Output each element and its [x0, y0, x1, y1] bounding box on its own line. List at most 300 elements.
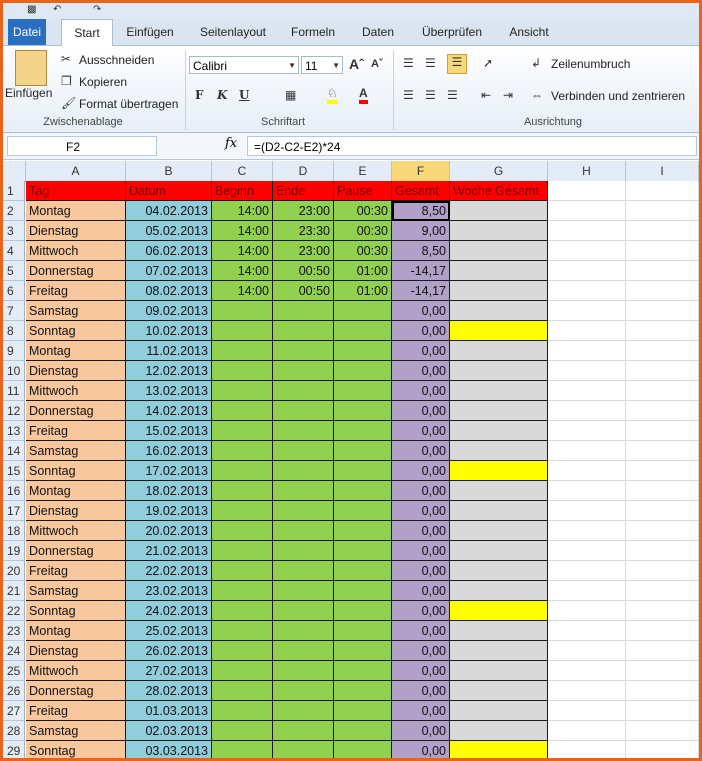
- cell-beginn[interactable]: [212, 681, 273, 701]
- cell-woche[interactable]: [450, 461, 548, 481]
- cell-gesamt[interactable]: 0,00: [392, 361, 450, 381]
- cell-pause[interactable]: [334, 341, 392, 361]
- cell-tag[interactable]: Donnerstag: [26, 401, 126, 421]
- save-icon[interactable]: ▩: [27, 4, 37, 15]
- row-header[interactable]: 1: [3, 181, 25, 201]
- cell-pause[interactable]: 00:30: [334, 201, 392, 221]
- cell-gesamt[interactable]: 0,00: [392, 421, 450, 441]
- cell-pause[interactable]: [334, 381, 392, 401]
- cell-gesamt[interactable]: 0,00: [392, 561, 450, 581]
- cell-tag[interactable]: Sonntag: [26, 741, 126, 761]
- fill-color-icon[interactable]: ♘: [327, 86, 338, 104]
- cell-woche[interactable]: [450, 441, 548, 461]
- cell-ende[interactable]: [273, 441, 334, 461]
- cell-ende[interactable]: [273, 601, 334, 621]
- empty-cell[interactable]: [626, 641, 699, 661]
- cell-datum[interactable]: 05.02.2013: [126, 221, 212, 241]
- cell-header-tag[interactable]: Tag: [26, 181, 126, 201]
- column-header-a[interactable]: A: [26, 161, 126, 181]
- cell-pause[interactable]: [334, 681, 392, 701]
- cell-header-gesamt[interactable]: Gesamt: [392, 181, 450, 201]
- empty-cell[interactable]: [548, 701, 626, 721]
- tab-start[interactable]: Start: [61, 19, 113, 46]
- cell-ende[interactable]: [273, 541, 334, 561]
- cell-gesamt[interactable]: -14,17: [392, 281, 450, 301]
- row-header[interactable]: 17: [3, 501, 25, 521]
- cell-ende[interactable]: [273, 621, 334, 641]
- cell-woche[interactable]: [450, 561, 548, 581]
- cell-woche[interactable]: [450, 541, 548, 561]
- cell-datum[interactable]: 10.02.2013: [126, 321, 212, 341]
- cell-gesamt[interactable]: 8,50: [392, 241, 450, 261]
- cell-ende[interactable]: [273, 721, 334, 741]
- empty-cell[interactable]: [548, 221, 626, 241]
- empty-cell[interactable]: [548, 521, 626, 541]
- cell-datum[interactable]: 18.02.2013: [126, 481, 212, 501]
- cell-beginn[interactable]: [212, 461, 273, 481]
- cell-gesamt[interactable]: 0,00: [392, 721, 450, 741]
- row-header[interactable]: 2: [3, 201, 25, 221]
- cell-datum[interactable]: 23.02.2013: [126, 581, 212, 601]
- cell-pause[interactable]: [334, 641, 392, 661]
- column-header-e[interactable]: E: [334, 161, 392, 181]
- cell-woche[interactable]: [450, 621, 548, 641]
- empty-cell[interactable]: [548, 641, 626, 661]
- row-header[interactable]: 9: [3, 341, 25, 361]
- cell-woche[interactable]: [450, 601, 548, 621]
- cut-button[interactable]: Ausschneiden: [79, 53, 155, 67]
- cell-pause[interactable]: [334, 421, 392, 441]
- cell-datum[interactable]: 17.02.2013: [126, 461, 212, 481]
- cell-ende[interactable]: [273, 301, 334, 321]
- cell-tag[interactable]: Freitag: [26, 561, 126, 581]
- align-center-icon[interactable]: ☰: [425, 88, 436, 102]
- cell-beginn[interactable]: [212, 381, 273, 401]
- cell-datum[interactable]: 27.02.2013: [126, 661, 212, 681]
- cell-beginn[interactable]: [212, 301, 273, 321]
- cell-tag[interactable]: Donnerstag: [26, 541, 126, 561]
- empty-cell[interactable]: [626, 561, 699, 581]
- empty-cell[interactable]: [548, 541, 626, 561]
- cell-datum[interactable]: 14.02.2013: [126, 401, 212, 421]
- empty-cell[interactable]: [548, 501, 626, 521]
- row-header[interactable]: 28: [3, 721, 25, 741]
- cell-datum[interactable]: 15.02.2013: [126, 421, 212, 441]
- empty-cell[interactable]: [548, 341, 626, 361]
- column-header-h[interactable]: H: [548, 161, 626, 181]
- cell-pause[interactable]: 00:30: [334, 241, 392, 261]
- cell-tag[interactable]: Dienstag: [26, 361, 126, 381]
- cell-gesamt[interactable]: 0,00: [392, 741, 450, 761]
- empty-cell[interactable]: [548, 201, 626, 221]
- cell-pause[interactable]: 01:00: [334, 261, 392, 281]
- shrink-font-icon[interactable]: Aˇ: [371, 58, 383, 70]
- row-header[interactable]: 3: [3, 221, 25, 241]
- row-header[interactable]: 6: [3, 281, 25, 301]
- empty-cell[interactable]: [548, 441, 626, 461]
- row-header[interactable]: 24: [3, 641, 25, 661]
- row-header[interactable]: 19: [3, 541, 25, 561]
- cell-pause[interactable]: [334, 501, 392, 521]
- tab-daten[interactable]: Daten: [361, 25, 395, 39]
- column-header-b[interactable]: B: [126, 161, 212, 181]
- tab-formeln[interactable]: Formeln: [290, 25, 335, 39]
- cell-pause[interactable]: [334, 701, 392, 721]
- cell-tag[interactable]: Dienstag: [26, 641, 126, 661]
- paste-button[interactable]: Einfügen: [5, 86, 53, 100]
- cell-woche[interactable]: [450, 481, 548, 501]
- wrap-text-button[interactable]: Zeilenumbruch: [551, 57, 631, 71]
- cell-pause[interactable]: [334, 721, 392, 741]
- empty-cell[interactable]: [626, 581, 699, 601]
- paste-icon[interactable]: [15, 50, 47, 86]
- cell-header-woche-gesamt[interactable]: Woche Gesamt: [450, 181, 548, 201]
- empty-cell[interactable]: [548, 721, 626, 741]
- empty-cell[interactable]: [626, 421, 699, 441]
- empty-cell[interactable]: [548, 361, 626, 381]
- row-header[interactable]: 11: [3, 381, 25, 401]
- cell-gesamt[interactable]: -14,17: [392, 261, 450, 281]
- align-left-icon[interactable]: ☰: [403, 88, 414, 102]
- empty-cell[interactable]: [626, 201, 699, 221]
- cell-gesamt[interactable]: 0,00: [392, 481, 450, 501]
- row-header[interactable]: 5: [3, 261, 25, 281]
- cell-beginn[interactable]: 14:00: [212, 261, 273, 281]
- cell-tag[interactable]: Samstag: [26, 301, 126, 321]
- empty-cell[interactable]: [626, 261, 699, 281]
- empty-cell[interactable]: [548, 381, 626, 401]
- cell-pause[interactable]: [334, 461, 392, 481]
- empty-cell[interactable]: [626, 301, 699, 321]
- empty-cell[interactable]: [626, 321, 699, 341]
- cell-woche[interactable]: [450, 261, 548, 281]
- empty-cell[interactable]: [626, 221, 699, 241]
- empty-cell[interactable]: [548, 661, 626, 681]
- row-header[interactable]: 29: [3, 741, 25, 761]
- empty-cell[interactable]: [548, 561, 626, 581]
- cell-datum[interactable]: 25.02.2013: [126, 621, 212, 641]
- cell-gesamt[interactable]: 0,00: [392, 681, 450, 701]
- empty-cell[interactable]: [548, 281, 626, 301]
- cell-pause[interactable]: [334, 601, 392, 621]
- cell-gesamt[interactable]: 0,00: [392, 461, 450, 481]
- cell-beginn[interactable]: [212, 561, 273, 581]
- empty-cell[interactable]: [626, 741, 699, 761]
- empty-cell[interactable]: [548, 681, 626, 701]
- cell-beginn[interactable]: [212, 481, 273, 501]
- undo-icon[interactable]: ↶: [53, 4, 62, 15]
- row-header[interactable]: 25: [3, 661, 25, 681]
- cell-pause[interactable]: [334, 561, 392, 581]
- italic-button[interactable]: K: [217, 88, 228, 102]
- cell-datum[interactable]: 20.02.2013: [126, 521, 212, 541]
- cell-gesamt[interactable]: 0,00: [392, 601, 450, 621]
- cell-tag[interactable]: Dienstag: [26, 501, 126, 521]
- cell-pause[interactable]: 00:30: [334, 221, 392, 241]
- empty-cell[interactable]: [548, 321, 626, 341]
- row-header[interactable]: 20: [3, 561, 25, 581]
- cell-gesamt[interactable]: 0,00: [392, 381, 450, 401]
- cell-gesamt[interactable]: 0,00: [392, 301, 450, 321]
- empty-cell[interactable]: [548, 301, 626, 321]
- cell-datum[interactable]: 13.02.2013: [126, 381, 212, 401]
- redo-icon[interactable]: ↷: [93, 4, 102, 15]
- cell-tag[interactable]: Freitag: [26, 421, 126, 441]
- cell-datum[interactable]: 11.02.2013: [126, 341, 212, 361]
- cell-woche[interactable]: [450, 741, 548, 761]
- cell-tag[interactable]: Samstag: [26, 581, 126, 601]
- cell-tag[interactable]: Samstag: [26, 721, 126, 741]
- name-box[interactable]: F2: [7, 136, 157, 156]
- cell-header-pause[interactable]: Pause: [334, 181, 392, 201]
- empty-cell[interactable]: [626, 461, 699, 481]
- cell-ende[interactable]: [273, 421, 334, 441]
- empty-cell[interactable]: [548, 401, 626, 421]
- cell-datum[interactable]: 19.02.2013: [126, 501, 212, 521]
- row-header[interactable]: 12: [3, 401, 25, 421]
- tab-ansicht[interactable]: Ansicht: [509, 25, 549, 39]
- cell-beginn[interactable]: 14:00: [212, 241, 273, 261]
- empty-cell[interactable]: [548, 581, 626, 601]
- cell-woche[interactable]: [450, 421, 548, 441]
- cell-tag[interactable]: Montag: [26, 621, 126, 641]
- cell-datum[interactable]: 24.02.2013: [126, 601, 212, 621]
- cell-gesamt[interactable]: 0,00: [392, 661, 450, 681]
- cell-pause[interactable]: [334, 741, 392, 761]
- empty-cell[interactable]: [626, 381, 699, 401]
- cell-beginn[interactable]: 14:00: [212, 281, 273, 301]
- empty-cell[interactable]: [626, 621, 699, 641]
- cell-woche[interactable]: [450, 581, 548, 601]
- grow-font-icon[interactable]: Aˆ: [349, 56, 364, 72]
- cell-gesamt[interactable]: 0,00: [392, 641, 450, 661]
- merge-center-button[interactable]: Verbinden und zentrieren: [551, 89, 686, 103]
- orientation-icon[interactable]: ➚: [483, 56, 494, 70]
- cell-gesamt[interactable]: 9,00: [392, 221, 450, 241]
- empty-cell[interactable]: [626, 441, 699, 461]
- column-header-i[interactable]: I: [626, 161, 699, 181]
- cell-tag[interactable]: Mittwoch: [26, 661, 126, 681]
- row-header[interactable]: 26: [3, 681, 25, 701]
- cell-pause[interactable]: [334, 481, 392, 501]
- empty-cell[interactable]: [626, 341, 699, 361]
- column-header-f[interactable]: F: [392, 161, 450, 181]
- cell-ende[interactable]: [273, 381, 334, 401]
- empty-cell[interactable]: [626, 521, 699, 541]
- cell-ende[interactable]: [273, 461, 334, 481]
- cell-tag[interactable]: Sonntag: [26, 601, 126, 621]
- cell-pause[interactable]: [334, 661, 392, 681]
- cell-tag[interactable]: Donnerstag: [26, 681, 126, 701]
- empty-cell[interactable]: [548, 741, 626, 761]
- empty-cell[interactable]: [626, 481, 699, 501]
- tab-einfuegen[interactable]: Einfügen: [126, 25, 174, 39]
- cell-beginn[interactable]: [212, 401, 273, 421]
- cell-datum[interactable]: 07.02.2013: [126, 261, 212, 281]
- align-bottom-icon[interactable]: ☰: [447, 54, 467, 74]
- column-header-c[interactable]: C: [212, 161, 273, 181]
- cell-ende[interactable]: [273, 661, 334, 681]
- row-header[interactable]: 14: [3, 441, 25, 461]
- empty-cell[interactable]: [548, 241, 626, 261]
- cell-tag[interactable]: Donnerstag: [26, 261, 126, 281]
- decrease-indent-icon[interactable]: ⇤: [481, 88, 492, 102]
- cell-woche[interactable]: [450, 701, 548, 721]
- cell-ende[interactable]: 00:50: [273, 281, 334, 301]
- cell-datum[interactable]: 22.02.2013: [126, 561, 212, 581]
- cell-pause[interactable]: [334, 321, 392, 341]
- cell-woche[interactable]: [450, 361, 548, 381]
- empty-cell[interactable]: [626, 541, 699, 561]
- cell-beginn[interactable]: [212, 661, 273, 681]
- cell-woche[interactable]: [450, 681, 548, 701]
- cell-woche[interactable]: [450, 381, 548, 401]
- cell-beginn[interactable]: [212, 581, 273, 601]
- cell-pause[interactable]: [334, 521, 392, 541]
- cell-woche[interactable]: [450, 401, 548, 421]
- cell-datum[interactable]: 16.02.2013: [126, 441, 212, 461]
- cell-tag[interactable]: Montag: [26, 341, 126, 361]
- cell-woche[interactable]: [450, 241, 548, 261]
- empty-cell[interactable]: [548, 261, 626, 281]
- format-painter-button[interactable]: Format übertragen: [79, 97, 179, 111]
- cell-pause[interactable]: 01:00: [334, 281, 392, 301]
- cell-ende[interactable]: [273, 701, 334, 721]
- cell-pause[interactable]: [334, 441, 392, 461]
- cell-datum[interactable]: 26.02.2013: [126, 641, 212, 661]
- cell-woche[interactable]: [450, 521, 548, 541]
- empty-cell[interactable]: [626, 701, 699, 721]
- cell-ende[interactable]: 23:00: [273, 201, 334, 221]
- cell-beginn[interactable]: [212, 321, 273, 341]
- cell-pause[interactable]: [334, 621, 392, 641]
- row-header[interactable]: 21: [3, 581, 25, 601]
- empty-cell[interactable]: [548, 461, 626, 481]
- empty-cell[interactable]: [548, 481, 626, 501]
- cell-beginn[interactable]: [212, 641, 273, 661]
- cell-datum[interactable]: 12.02.2013: [126, 361, 212, 381]
- cell-pause[interactable]: [334, 301, 392, 321]
- cell-datum[interactable]: 09.02.2013: [126, 301, 212, 321]
- cell-tag[interactable]: Mittwoch: [26, 381, 126, 401]
- empty-cell[interactable]: [548, 621, 626, 641]
- cell-woche[interactable]: [450, 661, 548, 681]
- row-header[interactable]: 15: [3, 461, 25, 481]
- borders-icon[interactable]: ▦: [285, 88, 297, 102]
- empty-cell[interactable]: [626, 361, 699, 381]
- cell-pause[interactable]: [334, 361, 392, 381]
- cell-beginn[interactable]: 14:00: [212, 221, 273, 241]
- row-header[interactable]: 10: [3, 361, 25, 381]
- cell-tag[interactable]: Montag: [26, 481, 126, 501]
- cell-ende[interactable]: [273, 401, 334, 421]
- row-header[interactable]: 18: [3, 521, 25, 541]
- cell-ende[interactable]: 00:50: [273, 261, 334, 281]
- font-color-button[interactable]: A: [359, 86, 368, 104]
- font-name-select[interactable]: [189, 56, 299, 74]
- cell-tag[interactable]: Mittwoch: [26, 241, 126, 261]
- column-header-g[interactable]: G: [450, 161, 548, 181]
- row-header[interactable]: 16: [3, 481, 25, 501]
- cell-beginn[interactable]: [212, 441, 273, 461]
- align-right-icon[interactable]: ☰: [447, 88, 458, 102]
- cell-datum[interactable]: 04.02.2013: [126, 201, 212, 221]
- cell-woche[interactable]: [450, 501, 548, 521]
- cell-datum[interactable]: 28.02.2013: [126, 681, 212, 701]
- cell-ende[interactable]: [273, 681, 334, 701]
- cell-woche[interactable]: [450, 641, 548, 661]
- cell-ende[interactable]: [273, 561, 334, 581]
- empty-cell[interactable]: [548, 421, 626, 441]
- cell-gesamt[interactable]: 0,00: [392, 541, 450, 561]
- bold-button[interactable]: F: [195, 88, 204, 102]
- cell-woche[interactable]: [450, 201, 548, 221]
- formula-input[interactable]: =(D2-C2-E2)*24: [247, 136, 697, 156]
- increase-indent-icon[interactable]: ⇥: [503, 88, 514, 102]
- cell-datum[interactable]: 02.03.2013: [126, 721, 212, 741]
- cell-beginn[interactable]: [212, 621, 273, 641]
- cell-woche[interactable]: [450, 221, 548, 241]
- cell-tag[interactable]: Freitag: [26, 281, 126, 301]
- row-header[interactable]: 7: [3, 301, 25, 321]
- cell-beginn[interactable]: [212, 341, 273, 361]
- cell-gesamt[interactable]: 0,00: [392, 621, 450, 641]
- cell-ende[interactable]: [273, 581, 334, 601]
- cell-woche[interactable]: [450, 281, 548, 301]
- align-middle-icon[interactable]: ☰: [425, 56, 436, 70]
- tab-seitenlayout[interactable]: Seitenlayout: [199, 25, 267, 39]
- cell-tag[interactable]: Dienstag: [26, 221, 126, 241]
- cell-woche[interactable]: [450, 721, 548, 741]
- cell-gesamt[interactable]: 0,00: [392, 521, 450, 541]
- cell-gesamt[interactable]: 0,00: [392, 501, 450, 521]
- empty-cell[interactable]: [548, 601, 626, 621]
- cell-datum[interactable]: 06.02.2013: [126, 241, 212, 261]
- row-header[interactable]: 4: [3, 241, 25, 261]
- insert-function-button[interactable]: fx: [225, 136, 238, 151]
- tab-ueberpruefen[interactable]: Überprüfen: [421, 25, 483, 39]
- cell-tag[interactable]: Sonntag: [26, 461, 126, 481]
- cell-woche[interactable]: [450, 301, 548, 321]
- empty-cell[interactable]: [626, 661, 699, 681]
- cell-datum[interactable]: 21.02.2013: [126, 541, 212, 561]
- cell-ende[interactable]: 23:30: [273, 221, 334, 241]
- font-size-select[interactable]: [301, 56, 343, 74]
- cell-ende[interactable]: 23:00: [273, 241, 334, 261]
- cell-beginn[interactable]: [212, 601, 273, 621]
- cell-gesamt[interactable]: 0,00: [392, 581, 450, 601]
- empty-cell[interactable]: [626, 681, 699, 701]
- cell-ende[interactable]: [273, 741, 334, 761]
- cell-beginn[interactable]: 14:00: [212, 201, 273, 221]
- cell-ende[interactable]: [273, 501, 334, 521]
- underline-button[interactable]: U: [239, 88, 250, 102]
- cell-gesamt[interactable]: 0,00: [392, 441, 450, 461]
- cell-gesamt[interactable]: 0,00: [392, 701, 450, 721]
- cell-ende[interactable]: [273, 341, 334, 361]
- row-header[interactable]: 8: [3, 321, 25, 341]
- cell-beginn[interactable]: [212, 721, 273, 741]
- tab-datei[interactable]: Datei: [8, 19, 46, 45]
- cell-gesamt[interactable]: 8,50: [392, 201, 450, 221]
- empty-cell[interactable]: [626, 241, 699, 261]
- empty-cell[interactable]: [626, 721, 699, 741]
- cell-ende[interactable]: [273, 481, 334, 501]
- cell-beginn[interactable]: [212, 361, 273, 381]
- cell-ende[interactable]: [273, 641, 334, 661]
- row-header[interactable]: 22: [3, 601, 25, 621]
- row-header[interactable]: 13: [3, 421, 25, 441]
